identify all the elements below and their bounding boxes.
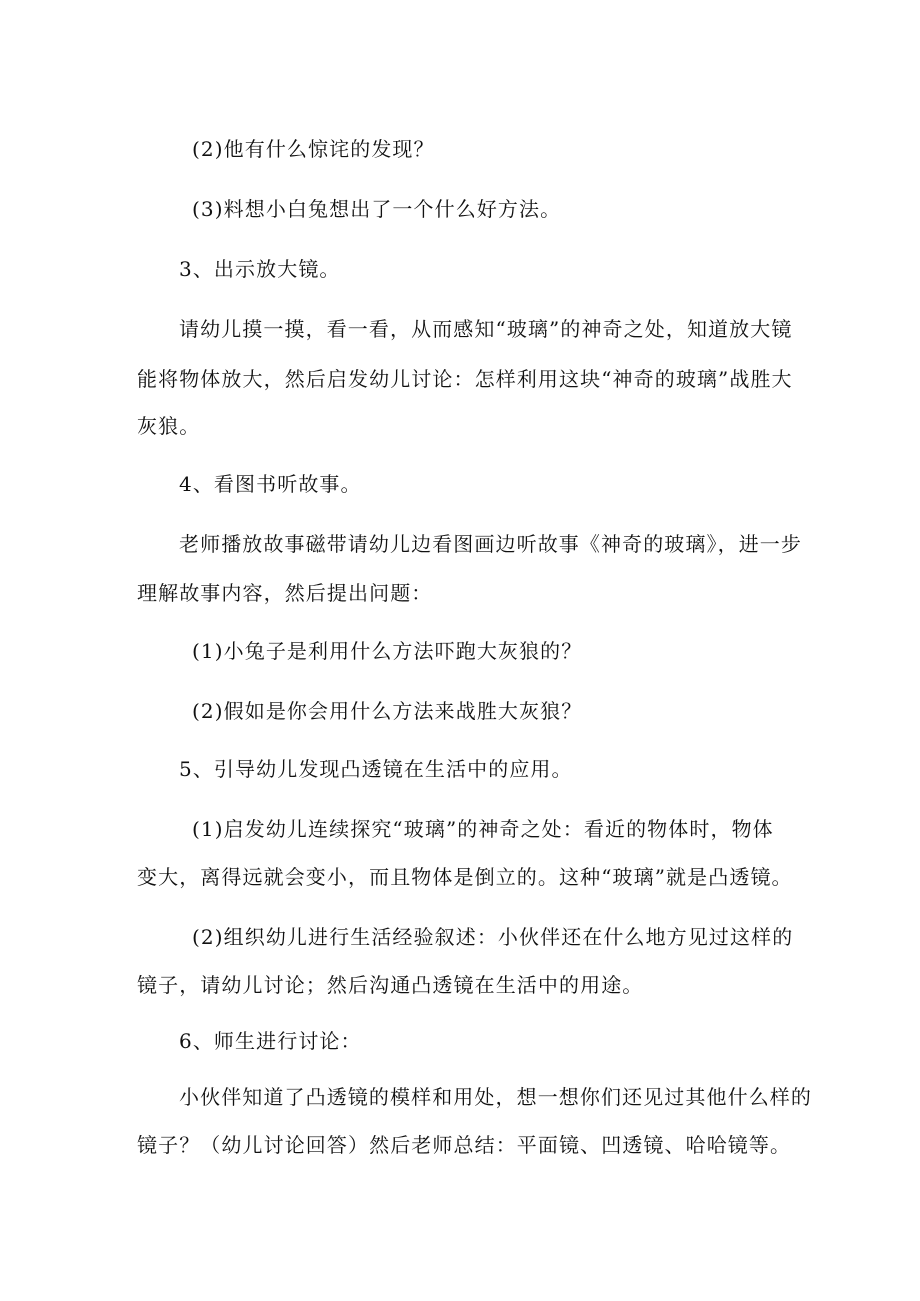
step-5-item-1-line-1: (1)启发幼儿连续探究“玻璃”的神奇之处：看近的物体时，物体 [192, 817, 774, 841]
step-5-item-2-line-2: 镜子，请幼儿讨论；然后沟通凸透镜在生活中的用途。 [137, 973, 644, 997]
step-4-heading: 4、看图书听故事。 [179, 472, 362, 496]
question-3-rabbit-method: (3)料想小白兔想出了一个什么好方法。 [192, 197, 562, 221]
step-5-heading: 5、引导幼儿发现凸透镜在生活中的应用。 [179, 757, 573, 781]
step-3-paragraph-line-2: 能将物体放大，然后启发幼儿讨论：怎样利用这块“神奇的玻璃”战胜大 [137, 367, 793, 391]
step-6-paragraph-line-1: 小伙伴知道了凸透镜的模样和用处，想一想你们还见过其他什么样的 [179, 1085, 812, 1109]
step-3-paragraph-line-3: 灰狼。 [137, 414, 201, 438]
question-2-what-discovery: (2)他有什么惊诧的发现？ [192, 137, 435, 161]
step-5-item-1-line-2: 变大，离得远就会变小，而且物体是倒立的。这种“玻璃”就是凸透镜。 [137, 865, 793, 889]
step-6-heading: 6、师生进行讨论： [179, 1029, 362, 1053]
step-4-paragraph-line-1: 老师播放故事磁带请幼儿边看图画边听故事《神奇的玻璃》，进一步 [179, 532, 802, 556]
step-5-item-2-line-1: (2)组织幼儿进行生活经验叙述：小伙伴还在什么地方见过这样的 [192, 925, 794, 949]
step-4-question-2: (2)假如是你会用什么方法来战胜大灰狼？ [192, 699, 583, 723]
step-4-question-1: (1)小兔子是利用什么方法吓跑大灰狼的？ [192, 639, 583, 663]
step-3-heading: 3、出示放大镜。 [179, 257, 341, 281]
step-3-paragraph-line-1: 请幼儿摸一摸，看一看，从而感知“玻璃”的神奇之处，知道放大镜 [179, 317, 793, 341]
step-6-paragraph-line-2: 镜子？（幼儿讨论回答）然后老师总结：平面镜、凹透镜、哈哈镜等。 [137, 1133, 792, 1157]
step-4-paragraph-line-2: 理解故事内容，然后提出问题： [137, 581, 433, 605]
